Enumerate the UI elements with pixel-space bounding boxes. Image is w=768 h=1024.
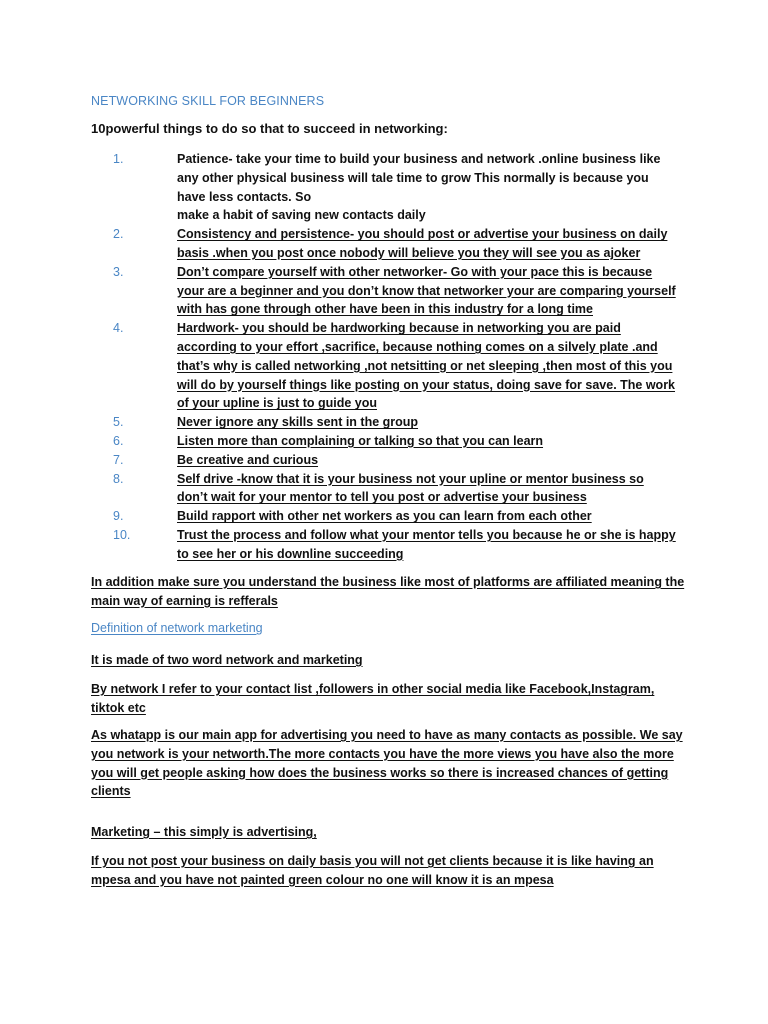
list-item [91, 432, 691, 451]
list-item [91, 470, 691, 508]
list-item-text: Consistency and persistence- you should post or advertise your business on daily basis .when you post once nobody will believe you they will see you as ajoker [177, 227, 668, 260]
list-item [91, 319, 691, 413]
list-item-text: Be creative and curious [177, 452, 319, 467]
list-item-text: Never ignore any skills sent in the group [177, 415, 419, 430]
list-number: 6. [113, 433, 124, 448]
addition-paragraph: In addition make sure you understand the business like most of platforms are affiliated meaning the main way of earning is refferals [91, 575, 685, 608]
list-number: 10. [113, 527, 131, 542]
list-item [91, 507, 691, 526]
list-item [91, 150, 691, 225]
list-number: 4. [113, 321, 124, 336]
list-number: 9. [113, 509, 124, 524]
two-words-paragraph: It is made of two word network and marketing [91, 653, 363, 667]
by-network-paragraph: By network I refer to your contact list ,followers in other social media like Facebook,Instagram, tiktok etc [91, 682, 655, 715]
list-item [91, 263, 691, 319]
list-item-text: Trust the process and follow what your mentor tells you because he or she is happy to see her or his downline succeeding [177, 527, 676, 561]
list-item-text: Build rapport with other net workers as you can learn from each other [177, 509, 592, 524]
definition-link[interactable]: Definition of network marketing [91, 621, 263, 635]
list-item-text: Listen more than complaining or talking so that you can learn [177, 433, 544, 448]
whatsapp-paragraph: As whatapp is our main app for advertising you need to have as many contacts as possible. We say you network is your networth.The more contacts you have the more views you have also the more you will get people asking how does the business works so there is increased chances of getting clients [91, 728, 683, 799]
numbered-list [91, 150, 691, 564]
list-item [91, 225, 691, 263]
marketing-paragraph: Marketing – this simply is advertising, [91, 825, 317, 839]
list-number: 2. [113, 227, 124, 242]
document-heading: NETWORKING SKILL FOR BEGINNERS [91, 94, 325, 108]
list-number: 7. [113, 452, 124, 467]
list-number: 5. [113, 415, 124, 430]
list-number: 3. [113, 264, 124, 279]
list-number: 1. [113, 152, 124, 166]
list-item-text: Self drive -know that it is your business not your upline or mentor business so don’t wait for your mentor to tell you post or advertise your business [177, 471, 644, 505]
list-item [91, 526, 691, 564]
list-number: 8. [113, 471, 124, 486]
list-item-text: Don’t compare yourself with other networker- Go with your pace this is because your are a beginner and you don’t know that networker your are comparing yourself with has gone through other have been in this industry for a long time [177, 264, 676, 317]
intro-line: 10powerful things to do so that to succeed in networking: [91, 121, 448, 136]
list-item [91, 413, 691, 432]
list-item-text: Patience- take your time to build your business and network .online business like any other physical business will tale time to grow This normally is because you have less contacts. So make a habit of saving new contacts daily [177, 152, 661, 223]
list-item [91, 451, 691, 470]
mpesa-paragraph: If you not post your business on daily basis you will not get clients because it is like having an mpesa and you have not painted green colour no one will know it is an mpesa [91, 854, 654, 887]
list-item-text: Hardwork- you should be hardworking because in networking you are paid according to your effort ,sacrifice, because nothing comes on a silvely plate .and that’s why is called networking ,not netsitting or net sleeping ,then most of this you will do by yourself things like posting on your status, doing save for save. The work of your upline is just to guide you [177, 321, 676, 411]
